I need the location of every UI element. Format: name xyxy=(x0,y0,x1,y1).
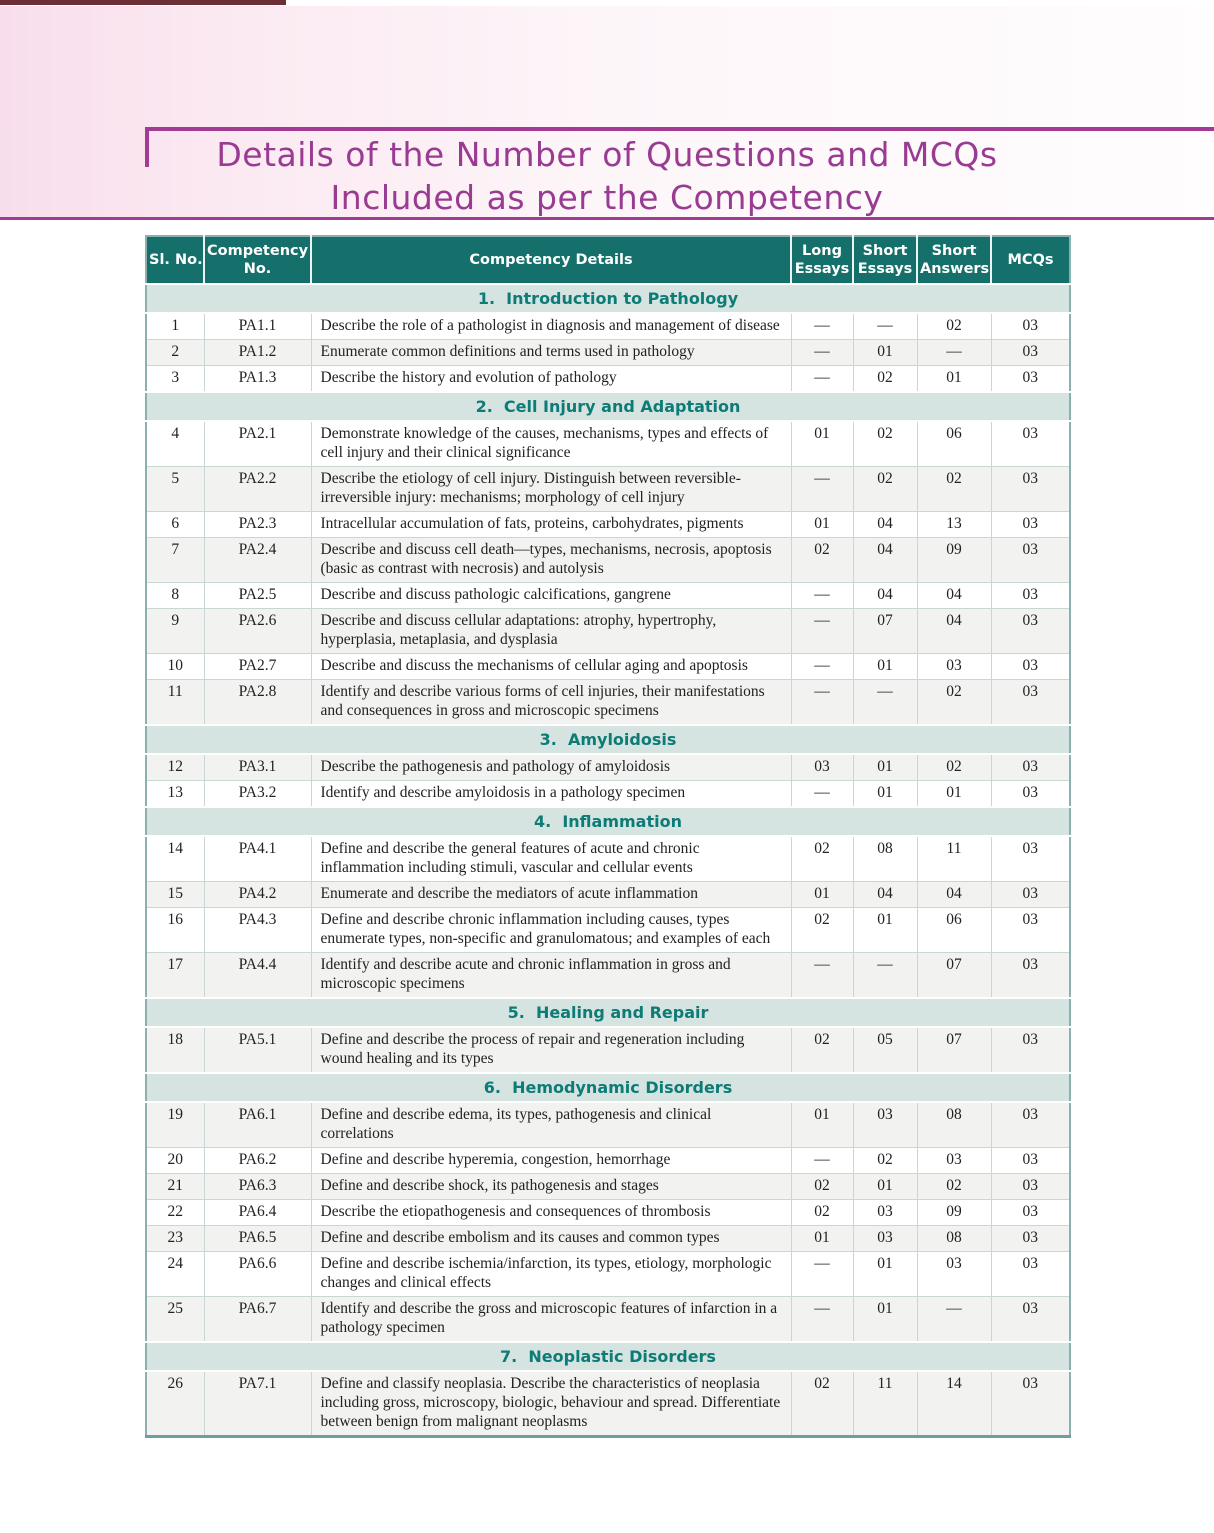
cell-details: Enumerate common definitions and terms used in pathology xyxy=(311,340,791,366)
cell-short-essays: 02 xyxy=(853,467,917,512)
table-row xyxy=(146,1148,1070,1174)
cell-sl: 16 xyxy=(146,908,204,953)
cell-short-essays: 01 xyxy=(853,754,917,781)
cell-competency-no: PA4.4 xyxy=(204,953,311,999)
cell-short-answers: — xyxy=(917,1297,991,1343)
cell-short-essays: 04 xyxy=(853,882,917,908)
section-header-row xyxy=(146,807,1070,836)
cell-short-answers: 07 xyxy=(917,953,991,999)
cell-details: Define and describe ischemia/infarction, its types, etiology, morphologic changes and clinical effects xyxy=(311,1252,791,1297)
table-row xyxy=(146,781,1070,808)
cell-sl: 23 xyxy=(146,1226,204,1252)
cell-short-answers: 11 xyxy=(917,836,991,882)
cell-sl: 8 xyxy=(146,583,204,609)
table-row xyxy=(146,313,1070,340)
cell-competency-no: PA2.4 xyxy=(204,538,311,583)
section-header-row xyxy=(146,392,1070,421)
cell-short-essays: 02 xyxy=(853,366,917,393)
section-title: 7. Neoplastic Disorders xyxy=(146,1342,1070,1371)
cell-details: Describe the etiopathogenesis and consequences of thrombosis xyxy=(311,1200,791,1226)
cell-competency-no: PA2.6 xyxy=(204,609,311,654)
cell-details: Define and describe edema, its types, pathogenesis and clinical correlations xyxy=(311,1102,791,1148)
table-row xyxy=(146,1027,1070,1073)
column-header-long-essays: Long Essays xyxy=(791,236,853,284)
cell-short-essays: 04 xyxy=(853,538,917,583)
cell-long-essays: — xyxy=(791,467,853,512)
cell-details: Define and describe the process of repair and regeneration including wound healing and its types xyxy=(311,1027,791,1073)
cell-competency-no: PA4.3 xyxy=(204,908,311,953)
cell-long-essays: 01 xyxy=(791,421,853,467)
cell-long-essays: 02 xyxy=(791,1174,853,1200)
cell-details: Define and describe chronic inflammation including causes, types enumerate types, non-specific and granulomatous; and examples of each xyxy=(311,908,791,953)
table-row xyxy=(146,953,1070,999)
cell-details: Define and describe the general features of acute and chronic inflammation including stimuli, vascular and cellular events xyxy=(311,836,791,882)
cell-mcqs: 03 xyxy=(991,1200,1070,1226)
table-row xyxy=(146,680,1070,726)
cell-short-answers: 03 xyxy=(917,654,991,680)
cell-details: Identify and describe acute and chronic inflammation in gross and microscopic specimens xyxy=(311,953,791,999)
section-title: 2. Cell Injury and Adaptation xyxy=(146,392,1070,421)
cell-long-essays: — xyxy=(791,340,853,366)
cell-mcqs: 03 xyxy=(991,1297,1070,1343)
cell-mcqs: 03 xyxy=(991,538,1070,583)
cell-mcqs: 03 xyxy=(991,1027,1070,1073)
cell-short-answers: 08 xyxy=(917,1226,991,1252)
section-title: 5. Healing and Repair xyxy=(146,998,1070,1027)
cell-short-answers: 09 xyxy=(917,538,991,583)
cell-long-essays: — xyxy=(791,781,853,808)
cell-short-essays: — xyxy=(853,680,917,726)
cell-sl: 7 xyxy=(146,538,204,583)
table-row xyxy=(146,583,1070,609)
cell-short-essays: 04 xyxy=(853,512,917,538)
cell-details: Describe and discuss pathologic calcifications, gangrene xyxy=(311,583,791,609)
cell-short-answers: 02 xyxy=(917,467,991,512)
cell-mcqs: 03 xyxy=(991,340,1070,366)
cell-long-essays: — xyxy=(791,366,853,393)
cell-mcqs: 03 xyxy=(991,421,1070,467)
cell-long-essays: 02 xyxy=(791,908,853,953)
cell-sl: 26 xyxy=(146,1371,204,1437)
cell-mcqs: 03 xyxy=(991,754,1070,781)
table-row xyxy=(146,754,1070,781)
cell-sl: 25 xyxy=(146,1297,204,1343)
cell-mcqs: 03 xyxy=(991,1148,1070,1174)
cell-short-answers: 07 xyxy=(917,1027,991,1073)
cell-mcqs: 03 xyxy=(991,467,1070,512)
cell-mcqs: 03 xyxy=(991,1174,1070,1200)
cell-competency-no: PA6.4 xyxy=(204,1200,311,1226)
cell-mcqs: 03 xyxy=(991,1102,1070,1148)
cell-sl: 21 xyxy=(146,1174,204,1200)
cell-details: Define and describe shock, its pathogenesis and stages xyxy=(311,1174,791,1200)
cell-competency-no: PA2.5 xyxy=(204,583,311,609)
cell-short-answers: 14 xyxy=(917,1371,991,1437)
cell-short-answers: 06 xyxy=(917,421,991,467)
table-row xyxy=(146,836,1070,882)
cell-sl: 18 xyxy=(146,1027,204,1073)
cell-competency-no: PA6.2 xyxy=(204,1148,311,1174)
cell-sl: 20 xyxy=(146,1148,204,1174)
cell-sl: 10 xyxy=(146,654,204,680)
cell-short-essays: 11 xyxy=(853,1371,917,1437)
cell-competency-no: PA6.6 xyxy=(204,1252,311,1297)
column-header-short-answers: Short Answers xyxy=(917,236,991,284)
cell-mcqs: 03 xyxy=(991,836,1070,882)
cell-short-essays: 05 xyxy=(853,1027,917,1073)
cell-sl: 22 xyxy=(146,1200,204,1226)
cell-competency-no: PA4.1 xyxy=(204,836,311,882)
cell-competency-no: PA4.2 xyxy=(204,882,311,908)
cell-details: Define and describe embolism and its causes and common types xyxy=(311,1226,791,1252)
cell-details: Identify and describe the gross and microscopic features of infarction in a pathology specimen xyxy=(311,1297,791,1343)
cell-competency-no: PA2.2 xyxy=(204,467,311,512)
cell-short-answers: 04 xyxy=(917,609,991,654)
table-row xyxy=(146,1297,1070,1343)
table-row xyxy=(146,1102,1070,1148)
cell-competency-no: PA1.3 xyxy=(204,366,311,393)
cell-short-essays: 01 xyxy=(853,1297,917,1343)
cell-competency-no: PA2.7 xyxy=(204,654,311,680)
cell-short-essays: 08 xyxy=(853,836,917,882)
cell-long-essays: — xyxy=(791,583,853,609)
cell-mcqs: 03 xyxy=(991,953,1070,999)
table-row xyxy=(146,908,1070,953)
table-row xyxy=(146,882,1070,908)
cell-short-answers: 01 xyxy=(917,366,991,393)
cell-long-essays: 01 xyxy=(791,512,853,538)
cell-long-essays: 02 xyxy=(791,1027,853,1073)
top-accent-bar xyxy=(0,0,286,5)
cell-mcqs: 03 xyxy=(991,366,1070,393)
table-row xyxy=(146,1174,1070,1200)
cell-competency-no: PA2.8 xyxy=(204,680,311,726)
cell-short-answers: 13 xyxy=(917,512,991,538)
cell-long-essays: — xyxy=(791,654,853,680)
cell-mcqs: 03 xyxy=(991,1226,1070,1252)
cell-short-essays: 01 xyxy=(853,654,917,680)
cell-long-essays: — xyxy=(791,1148,853,1174)
cell-sl: 3 xyxy=(146,366,204,393)
page-title-line1: Details of the Number of Questions and MCQs xyxy=(216,135,998,174)
cell-short-answers: 04 xyxy=(917,882,991,908)
cell-details: Identify and describe amyloidosis in a pathology specimen xyxy=(311,781,791,808)
cell-mcqs: 03 xyxy=(991,680,1070,726)
cell-long-essays: — xyxy=(791,313,853,340)
cell-short-answers: 08 xyxy=(917,1102,991,1148)
cell-long-essays: — xyxy=(791,1252,853,1297)
cell-short-answers: 06 xyxy=(917,908,991,953)
cell-short-essays: — xyxy=(853,313,917,340)
cell-details: Define and describe hyperemia, congestion, hemorrhage xyxy=(311,1148,791,1174)
cell-long-essays: — xyxy=(791,680,853,726)
cell-short-essays: 07 xyxy=(853,609,917,654)
cell-details: Describe the etiology of cell injury. Distinguish between reversible-irreversible injury: mechanisms; morphology of cell injury xyxy=(311,467,791,512)
cell-details: Define and classify neoplasia. Describe the characteristics of neoplasia including gross, microscopy, biologic, behaviour and spread. Differentiate between benign from malignant neoplasms xyxy=(311,1371,791,1437)
cell-sl: 2 xyxy=(146,340,204,366)
table-header-row xyxy=(146,236,1070,284)
cell-sl: 9 xyxy=(146,609,204,654)
cell-short-answers: 02 xyxy=(917,1174,991,1200)
cell-short-answers: 02 xyxy=(917,313,991,340)
cell-short-essays: 03 xyxy=(853,1102,917,1148)
table-row xyxy=(146,1200,1070,1226)
cell-mcqs: 03 xyxy=(991,313,1070,340)
cell-sl: 15 xyxy=(146,882,204,908)
cell-details: Describe the pathogenesis and pathology of amyloidosis xyxy=(311,754,791,781)
cell-long-essays: — xyxy=(791,1297,853,1343)
table-row xyxy=(146,1226,1070,1252)
cell-details: Describe the role of a pathologist in diagnosis and management of disease xyxy=(311,313,791,340)
cell-competency-no: PA5.1 xyxy=(204,1027,311,1073)
cell-long-essays: 02 xyxy=(791,836,853,882)
cell-mcqs: 03 xyxy=(991,654,1070,680)
cell-competency-no: PA1.1 xyxy=(204,313,311,340)
table-row xyxy=(146,1252,1070,1297)
page-title-line2: Included as per the Competency xyxy=(330,178,884,217)
cell-long-essays: 02 xyxy=(791,1200,853,1226)
cell-mcqs: 03 xyxy=(991,583,1070,609)
column-header-short-essays: Short Essays xyxy=(853,236,917,284)
cell-details: Describe and discuss cell death—types, mechanisms, necrosis, apoptosis (basic as contrast with necrosis) and autolysis xyxy=(311,538,791,583)
cell-sl: 11 xyxy=(146,680,204,726)
table-row xyxy=(146,421,1070,467)
cell-short-essays: 01 xyxy=(853,340,917,366)
cell-short-essays: 01 xyxy=(853,908,917,953)
cell-competency-no: PA1.2 xyxy=(204,340,311,366)
section-header-row xyxy=(146,284,1070,313)
cell-sl: 1 xyxy=(146,313,204,340)
cell-short-essays: 01 xyxy=(853,781,917,808)
section-header-row xyxy=(146,725,1070,754)
cell-mcqs: 03 xyxy=(991,512,1070,538)
cell-details: Describe and discuss the mechanisms of cellular aging and apoptosis xyxy=(311,654,791,680)
cell-competency-no: PA6.3 xyxy=(204,1174,311,1200)
cell-short-answers: 03 xyxy=(917,1148,991,1174)
cell-short-essays: — xyxy=(853,953,917,999)
column-header-competency-details: Competency Details xyxy=(311,236,791,284)
cell-sl: 12 xyxy=(146,754,204,781)
cell-long-essays: 03 xyxy=(791,754,853,781)
cell-competency-no: PA7.1 xyxy=(204,1371,311,1437)
cell-details: Enumerate and describe the mediators of acute inflammation xyxy=(311,882,791,908)
cell-short-essays: 03 xyxy=(853,1200,917,1226)
page-title xyxy=(0,133,1214,219)
table-row xyxy=(146,538,1070,583)
cell-mcqs: 03 xyxy=(991,1252,1070,1297)
cell-short-essays: 02 xyxy=(853,421,917,467)
cell-competency-no: PA3.1 xyxy=(204,754,311,781)
table-row xyxy=(146,609,1070,654)
column-header-sl-no: Sl. No. xyxy=(146,236,204,284)
cell-details: Demonstrate knowledge of the causes, mechanisms, types and effects of cell injury and their clinical significance xyxy=(311,421,791,467)
cell-competency-no: PA6.5 xyxy=(204,1226,311,1252)
cell-short-answers: 02 xyxy=(917,680,991,726)
section-header-row xyxy=(146,998,1070,1027)
table-row xyxy=(146,340,1070,366)
cell-short-essays: 01 xyxy=(853,1174,917,1200)
section-header-row xyxy=(146,1073,1070,1102)
cell-mcqs: 03 xyxy=(991,609,1070,654)
cell-short-essays: 01 xyxy=(853,1252,917,1297)
cell-competency-no: PA3.2 xyxy=(204,781,311,808)
cell-competency-no: PA6.7 xyxy=(204,1297,311,1343)
competency-table-body xyxy=(146,284,1070,1437)
section-title: 4. Inflammation xyxy=(146,807,1070,836)
title-rule-top xyxy=(145,127,1214,131)
column-header-mcqs: MCQs xyxy=(991,236,1070,284)
cell-long-essays: 01 xyxy=(791,882,853,908)
cell-sl: 13 xyxy=(146,781,204,808)
cell-sl: 5 xyxy=(146,467,204,512)
cell-short-essays: 02 xyxy=(853,1148,917,1174)
cell-details: Describe the history and evolution of pathology xyxy=(311,366,791,393)
cell-short-answers: 01 xyxy=(917,781,991,808)
cell-sl: 4 xyxy=(146,421,204,467)
cell-details: Identify and describe various forms of cell injuries, their manifestations and consequences in gross and microscopic specimens xyxy=(311,680,791,726)
cell-mcqs: 03 xyxy=(991,882,1070,908)
cell-details: Intracellular accumulation of fats, proteins, carbohydrates, pigments xyxy=(311,512,791,538)
cell-competency-no: PA2.1 xyxy=(204,421,311,467)
table-row xyxy=(146,1371,1070,1437)
cell-sl: 19 xyxy=(146,1102,204,1148)
cell-short-essays: 03 xyxy=(853,1226,917,1252)
section-title: 6. Hemodynamic Disorders xyxy=(146,1073,1070,1102)
table-row xyxy=(146,366,1070,393)
section-header-row xyxy=(146,1342,1070,1371)
table-row xyxy=(146,654,1070,680)
cell-mcqs: 03 xyxy=(991,1371,1070,1437)
cell-long-essays: 01 xyxy=(791,1226,853,1252)
section-title: 1. Introduction to Pathology xyxy=(146,284,1070,313)
competency-table xyxy=(145,235,1071,1438)
cell-short-answers: 03 xyxy=(917,1252,991,1297)
cell-short-answers: 09 xyxy=(917,1200,991,1226)
cell-competency-no: PA6.1 xyxy=(204,1102,311,1148)
table-row xyxy=(146,512,1070,538)
column-header-competency-no: Competency No. xyxy=(204,236,311,284)
cell-long-essays: 02 xyxy=(791,538,853,583)
cell-long-essays: 01 xyxy=(791,1102,853,1148)
cell-competency-no: PA2.3 xyxy=(204,512,311,538)
cell-short-answers: 02 xyxy=(917,754,991,781)
cell-short-answers: — xyxy=(917,340,991,366)
cell-short-answers: 04 xyxy=(917,583,991,609)
cell-sl: 24 xyxy=(146,1252,204,1297)
cell-long-essays: — xyxy=(791,953,853,999)
cell-mcqs: 03 xyxy=(991,781,1070,808)
cell-details: Describe and discuss cellular adaptations: atrophy, hypertrophy, hyperplasia, metaplasia, and dysplasia xyxy=(311,609,791,654)
table-row xyxy=(146,467,1070,512)
title-rule-bottom xyxy=(0,217,1214,220)
cell-sl: 14 xyxy=(146,836,204,882)
cell-long-essays: 02 xyxy=(791,1371,853,1437)
cell-mcqs: 03 xyxy=(991,908,1070,953)
section-title: 3. Amyloidosis xyxy=(146,725,1070,754)
cell-sl: 6 xyxy=(146,512,204,538)
cell-sl: 17 xyxy=(146,953,204,999)
cell-long-essays: — xyxy=(791,609,853,654)
cell-short-essays: 04 xyxy=(853,583,917,609)
